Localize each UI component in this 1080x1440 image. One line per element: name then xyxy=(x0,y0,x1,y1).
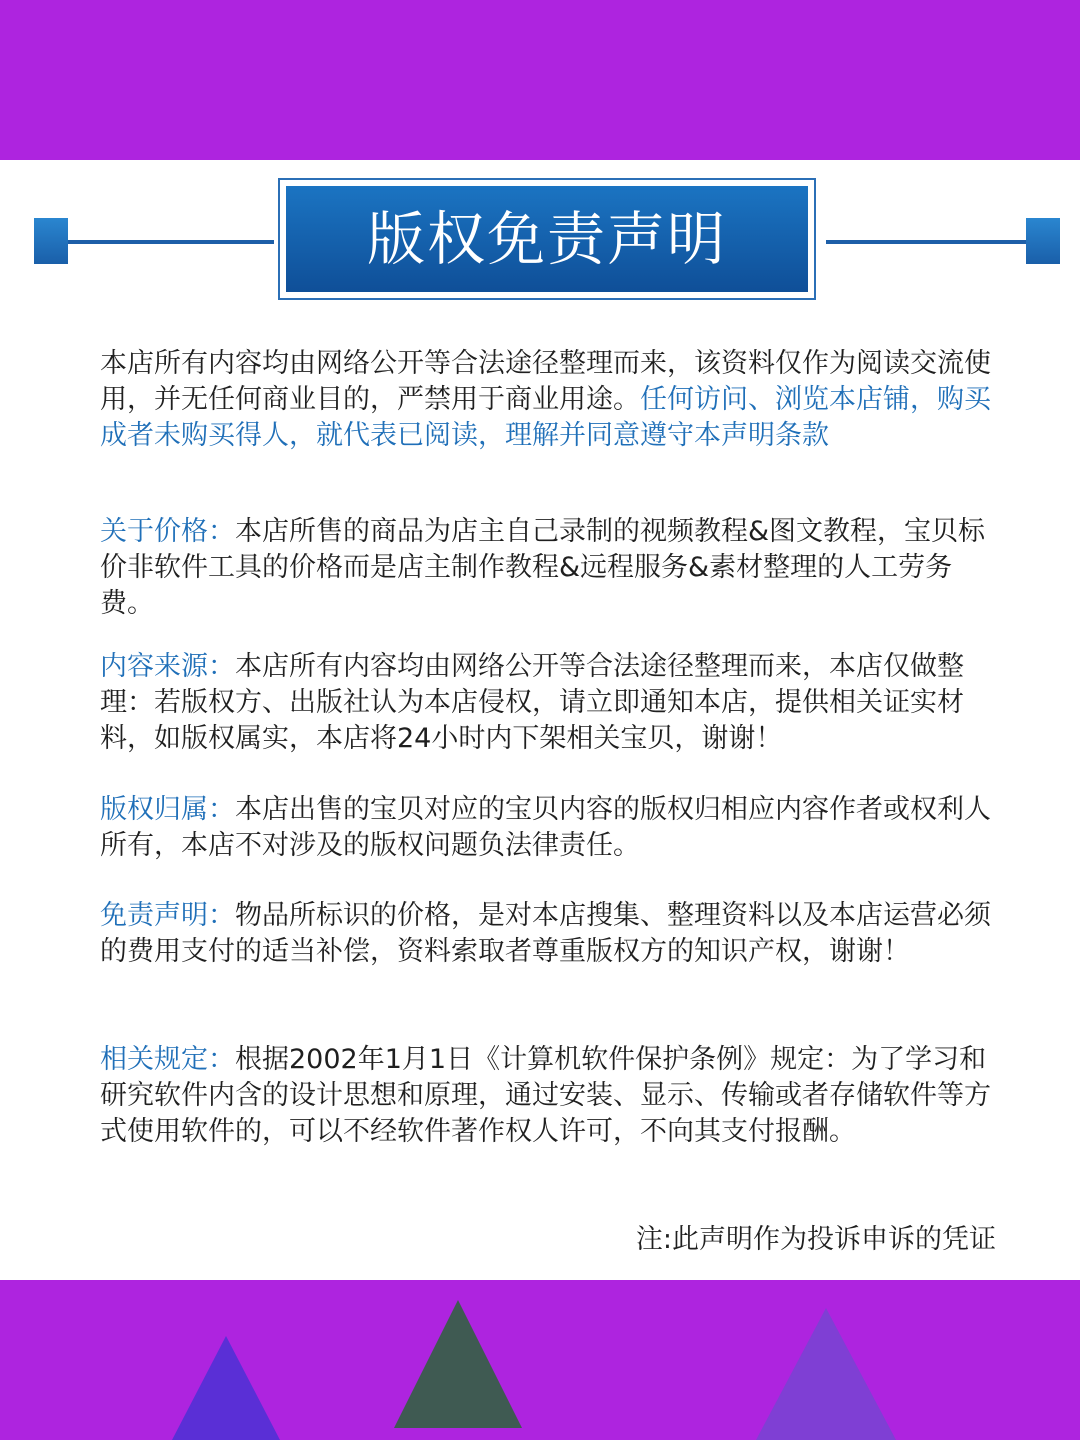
top-purple-band xyxy=(0,0,1080,160)
disclaimer-text: 物品所标识的价格，是对本店搜集、整理资料以及本店运营必须的费用支付的适当补偿，资料索取者尊重版权方的知识产权，谢谢！ xyxy=(100,900,991,967)
intro-paragraph xyxy=(100,346,1000,454)
title-left-rule xyxy=(68,240,274,244)
price-text: 本店所售的商品为店主自己录制的视频教程&图文教程，宝贝标价非软件工具的价格而是店主制作教程&远程服务&素材整理的人工劳务费。 xyxy=(100,516,986,619)
title-right-cap xyxy=(1026,218,1060,264)
intro-highlight: 任何访问、浏览本店铺，购买成者未购买得人，就代表已阅读，理解并同意遵守本声明条款 xyxy=(100,384,991,451)
triangle-left xyxy=(172,1336,280,1440)
triangle-decoration xyxy=(0,1280,1080,1440)
disclaimer-label: 免责声明： xyxy=(100,900,235,931)
disclaimer-paragraph xyxy=(100,898,1000,970)
bottom-purple-band xyxy=(0,1280,1080,1440)
footer-note: 注:此声明作为投诉申诉的凭证 xyxy=(635,1224,996,1255)
regulation-text: 根据2002年1月1日《计算机软件保护条例》规定：为了学习和研究软件内含的设计思想和原理，通过安装、显示、传输或者存储软件等方式使用软件的，可以不经软件著作权人许可，不向其支付报酬。 xyxy=(100,1044,991,1147)
regulation-paragraph xyxy=(100,1042,1000,1150)
ownership-label: 版权归属： xyxy=(100,794,235,825)
triangle-middle xyxy=(394,1300,522,1428)
title-right-rule xyxy=(826,240,1032,244)
title-banner xyxy=(286,186,808,292)
source-text: 本店所有内容均由网络公开等合法途径整理而来，本店仅做整理：若版权方、出版社认为本店侵权，请立即通知本店，提供相关证实材料，如版权属实，本店将24小时内下架相关宝贝，谢谢！ xyxy=(100,651,964,754)
triangle-right xyxy=(756,1308,896,1440)
title-left-cap xyxy=(34,218,68,264)
price-paragraph xyxy=(100,514,1000,622)
ownership-paragraph xyxy=(100,792,1000,864)
regulation-label: 相关规定： xyxy=(100,1044,235,1075)
price-label: 关于价格： xyxy=(100,516,235,547)
intro-text: 本店所有内容均由网络公开等合法途径整理而来，该资料仅作为阅读交流使用，并无任何商业目的，严禁用于商业用途。 xyxy=(100,348,991,415)
source-paragraph xyxy=(100,649,1000,757)
page-title: 版权免责声明 xyxy=(366,205,727,273)
source-label: 内容来源： xyxy=(100,651,235,682)
ownership-text: 本店出售的宝贝对应的宝贝内容的版权归相应内容作者或权利人所有，本店不对涉及的版权问题负法律责任。 xyxy=(100,794,991,861)
